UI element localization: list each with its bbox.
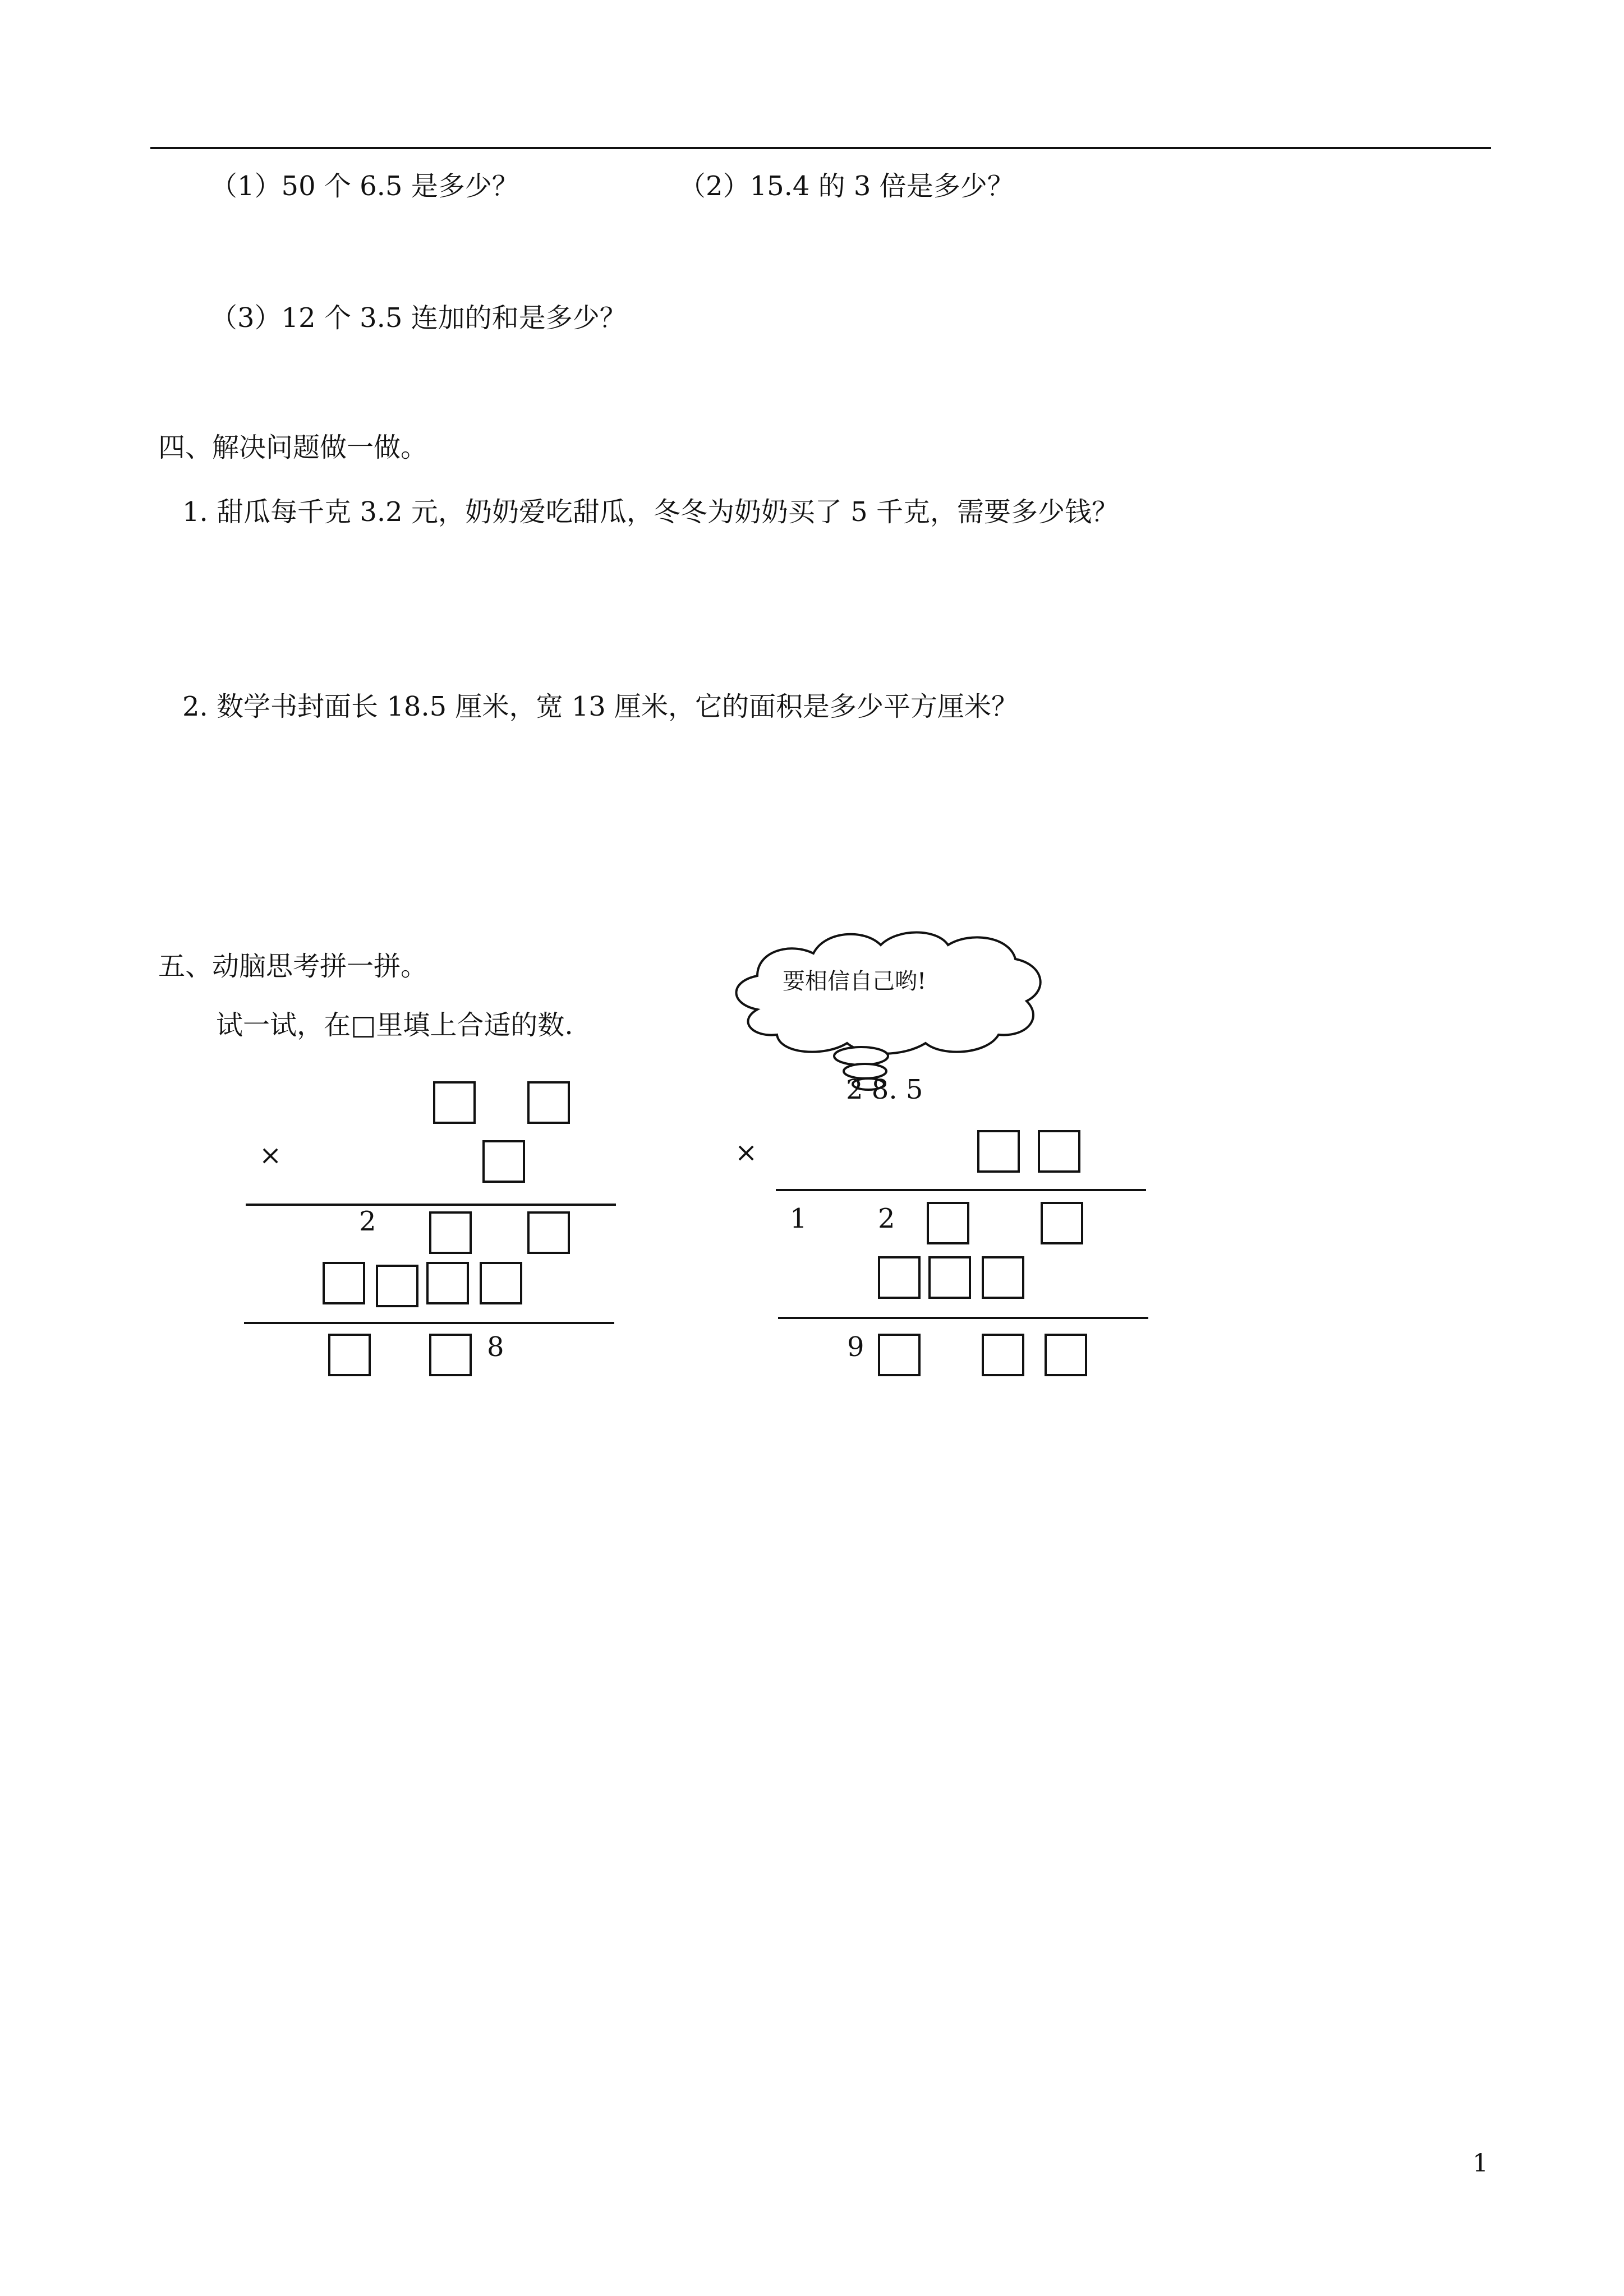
top-rule (150, 147, 1491, 149)
partial-digit: 2 (359, 1206, 376, 1237)
bubble-text: 要相信自己哟! (783, 969, 927, 994)
sum-rule (778, 1317, 1148, 1319)
top-number: 2 8. 5 (846, 1074, 923, 1105)
answer-box[interactable] (527, 1211, 570, 1254)
answer-box[interactable] (982, 1256, 1024, 1299)
answer-box[interactable] (480, 1262, 522, 1304)
answer-box[interactable] (878, 1334, 921, 1376)
answer-box[interactable] (433, 1081, 476, 1124)
answer-box[interactable] (482, 1140, 525, 1183)
answer-box[interactable] (323, 1262, 365, 1304)
question-2: （2）15.4 的 3 倍是多少？ (679, 170, 1014, 202)
page-number: 1 (1473, 2149, 1488, 2178)
times-sign: × (259, 1140, 282, 1171)
product-rule (246, 1204, 616, 1206)
section-4-heading: 四、解决问题做一做。 (158, 432, 428, 463)
answer-box[interactable] (928, 1256, 971, 1299)
answer-box[interactable] (1038, 1130, 1080, 1173)
answer-box[interactable] (1045, 1334, 1087, 1376)
question-1: （1）50 个 6.5 是多少？ (210, 170, 519, 202)
instruction: 试一试，在□里填上合适的数. (216, 1009, 573, 1041)
section-5-heading: 五、动脑思考拼一拼。 (158, 951, 428, 982)
answer-box[interactable] (1041, 1202, 1083, 1244)
partial-digit-1: 1 (790, 1203, 807, 1234)
problem-2: 2. 数学书封面长 18.5 厘米，宽 13 厘米，它的面积是多少平方厘米？ (182, 691, 1019, 722)
problem-1: 1. 甜瓜每千克 3.2 元，奶奶爱吃甜瓜，冬冬为奶奶买了 5 千克，需要多少钱？ (182, 496, 1119, 528)
answer-box[interactable] (429, 1334, 472, 1376)
times-sign: × (735, 1137, 758, 1168)
answer-box[interactable] (426, 1262, 469, 1304)
partial-digit-2: 2 (878, 1203, 895, 1234)
answer-box[interactable] (527, 1081, 570, 1124)
answer-box[interactable] (982, 1334, 1024, 1376)
product-rule (776, 1189, 1146, 1191)
result-digit: 9 (847, 1331, 864, 1363)
answer-box[interactable] (429, 1211, 472, 1254)
result-digit: 8 (487, 1331, 504, 1363)
sum-rule (244, 1322, 614, 1324)
answer-box[interactable] (878, 1256, 921, 1299)
answer-box[interactable] (376, 1265, 418, 1307)
question-3: （3）12 个 3.5 连加的和是多少？ (210, 302, 627, 334)
answer-box[interactable] (328, 1334, 371, 1376)
answer-box[interactable] (977, 1130, 1020, 1173)
answer-box[interactable] (927, 1202, 969, 1244)
